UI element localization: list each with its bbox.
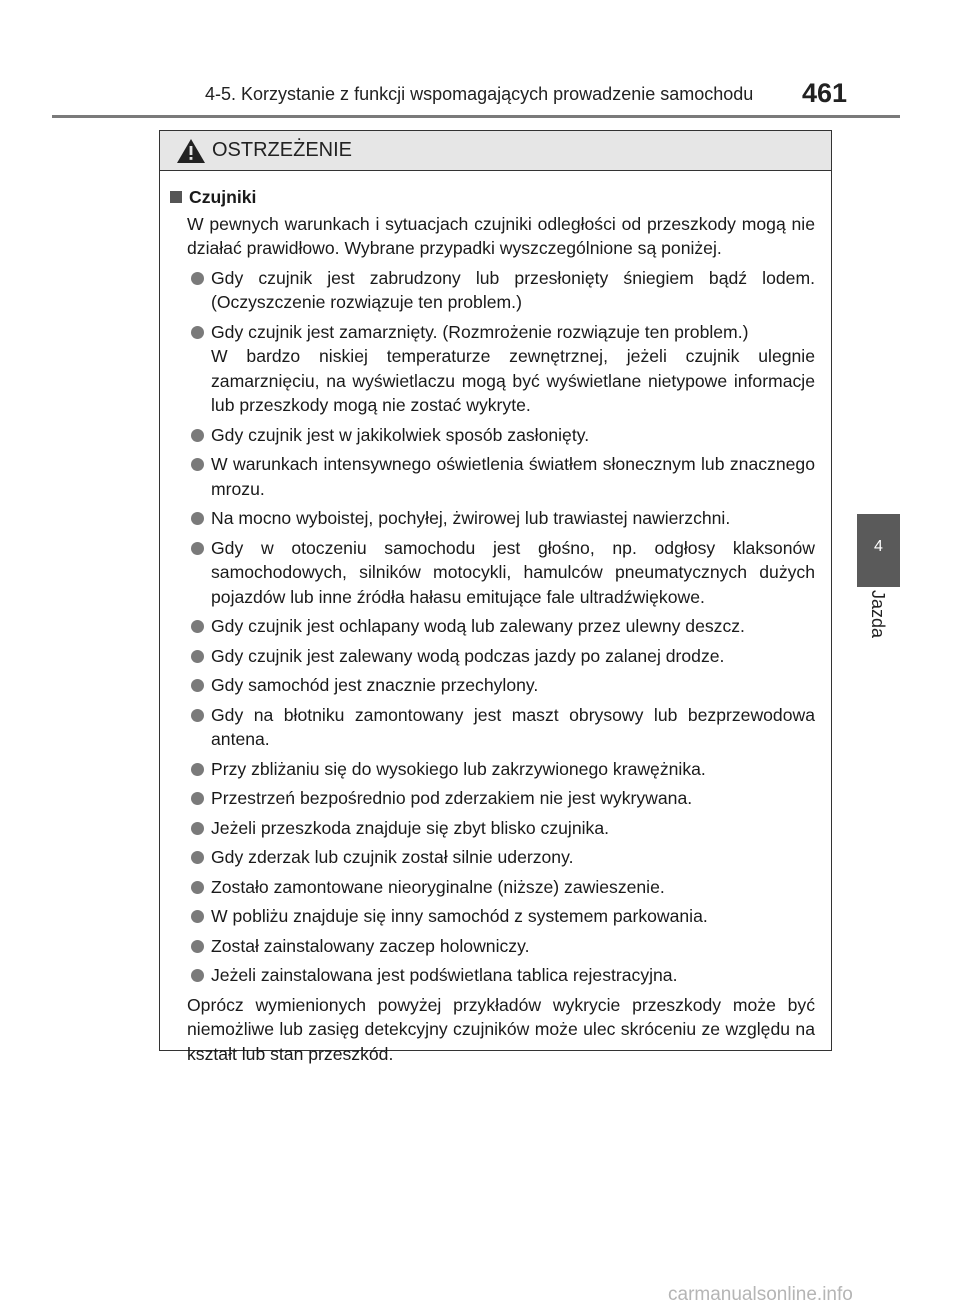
list-item-text: Gdy zderzak lub czujnik został silnie uderzony.	[211, 847, 574, 867]
bullet-dot-icon	[191, 679, 204, 692]
bullet-dot-icon	[191, 940, 204, 953]
list-item-text: Gdy czujnik jest zalewany wodą podczas jazdy po zalanej drodze.	[211, 645, 725, 666]
list-item	[191, 934, 815, 959]
list-item	[191, 536, 815, 610]
list-item-text: Jeżeli zainstalowana jest podświetlana tablica rejestracyjna.	[211, 965, 678, 985]
condition-list	[170, 266, 815, 988]
list-item	[191, 673, 815, 698]
section-heading-text: Czujniki	[189, 187, 257, 207]
list-item	[191, 452, 815, 501]
list-item-text: Gdy samochód jest znacznie przechylony.	[211, 675, 539, 695]
list-item-text: Na mocno wyboistej, pochyłej, żwirowej lub trawiastej nawierzchni.	[211, 508, 731, 528]
list-item	[191, 904, 815, 929]
list-item-text: Gdy czujnik jest zabrudzony lub przesłonięty śniegiem bądź lodem. (Oczyszczenie rozwiązuje ten problem.)	[211, 267, 815, 312]
warning-header	[160, 131, 831, 171]
bullet-dot-icon	[191, 429, 204, 442]
list-item	[191, 845, 815, 870]
bullet-dot-icon	[191, 650, 204, 663]
bullet-dot-icon	[191, 851, 204, 864]
list-item	[191, 423, 815, 448]
bullet-dot-icon	[191, 620, 204, 633]
warning-title: OSTRZEŻENIE	[212, 139, 353, 161]
bullet-dot-icon	[191, 326, 204, 339]
list-item	[191, 506, 815, 531]
bullet-dot-icon	[191, 709, 204, 722]
chapter-tab	[857, 514, 900, 587]
list-item	[191, 320, 815, 418]
list-item	[191, 614, 815, 639]
list-item-text: Przy zbliżaniu się do wysokiego lub zakrzywionego krawężnika.	[211, 758, 706, 779]
bullet-dot-icon	[191, 822, 204, 835]
list-item	[191, 757, 815, 782]
list-item	[191, 963, 815, 988]
bullet-dot-icon	[191, 512, 204, 525]
section-header: 4-5. Korzystanie z funkcji wspomagających prowadzenie samochodu	[205, 84, 754, 104]
closing-paragraph: Oprócz wymienionych powyżej przykładów wykrycie przeszkody może być niemożliwe lub zasięg detekcyjny czujników może ulec skróceniu ze względu na kształt lub stan przeszkód.	[187, 994, 815, 1064]
intro-paragraph: W pewnych warunkach i sytuacjach czujniki odległości od przeszkody mogą nie działać prawidłowo. Wybrane przypadki wyszczególnione są poniżej.	[187, 213, 815, 258]
list-item	[191, 703, 815, 752]
list-item-text: W warunkach intensywnego oświetlenia światłem słonecznym lub znacznego mrozu.	[211, 454, 815, 499]
chapter-number: 4	[874, 538, 883, 555]
list-item	[191, 816, 815, 841]
list-item-text: W bardzo niskiej temperaturze zewnętrznej, jeżeli czujnik ulegnie zamarznięciu, na wyświetlaczu mogą być wyświetlane nietypowe informacje lub przeszkody mogą nie zostać wykryte.	[211, 346, 815, 415]
bullet-dot-icon	[191, 272, 204, 285]
header-divider	[52, 115, 900, 118]
list-item	[191, 786, 815, 811]
bullet-dot-icon	[191, 910, 204, 923]
list-item	[191, 644, 815, 669]
list-item	[191, 266, 815, 315]
list-item-text: Został zainstalowany zaczep holowniczy.	[211, 935, 530, 956]
list-item-text: Zostało zamontowane nieoryginalne (niższe) zawieszenie.	[211, 876, 665, 897]
square-bullet-icon	[170, 191, 182, 203]
list-item	[191, 875, 815, 900]
warning-body	[160, 171, 831, 1066]
list-item-text: Gdy czujnik jest w jakikolwiek sposób zasłonięty.	[211, 424, 590, 445]
bullet-dot-icon	[191, 763, 204, 776]
watermark: carmanualsonline.info	[668, 1284, 853, 1305]
warning-triangle-icon	[176, 138, 206, 164]
list-item-text: W pobliżu znajduje się inny samochód z systemem parkowania.	[211, 906, 708, 926]
chapter-label: Jazda	[868, 590, 888, 639]
bullet-dot-icon	[191, 458, 204, 471]
list-item-text: Gdy na błotniku zamontowany jest maszt obrysowy lub bezprzewodowa antena.	[211, 704, 815, 749]
list-item-text: Gdy czujnik jest zamarznięty. (Rozmrożenie rozwiązuje ten problem.)	[211, 321, 749, 342]
list-item-text: Jeżeli przeszkoda znajduje się zbyt blisko czujnika.	[211, 817, 610, 838]
bullet-dot-icon	[191, 792, 204, 805]
bullet-dot-icon	[191, 542, 204, 555]
warning-box	[159, 130, 832, 1064]
page-number: 461	[802, 78, 848, 108]
section-heading	[170, 185, 815, 210]
bullet-dot-icon	[191, 969, 204, 982]
list-item-text: Gdy w otoczeniu samochodu jest głośno, np. odgłosy klaksonów samochodowych, silników motocykli, hamulców pneumatycznych dużych pojazdów lub inne źródła hałasu emitujące fale ultradźwiękowe.	[211, 537, 815, 607]
bullet-dot-icon	[191, 881, 204, 894]
list-item-text: Przestrzeń bezpośrednio pod zderzakiem nie jest wykrywana.	[211, 788, 693, 808]
list-item-text: Gdy czujnik jest ochlapany wodą lub zalewany przez ulewny deszcz.	[211, 616, 745, 636]
